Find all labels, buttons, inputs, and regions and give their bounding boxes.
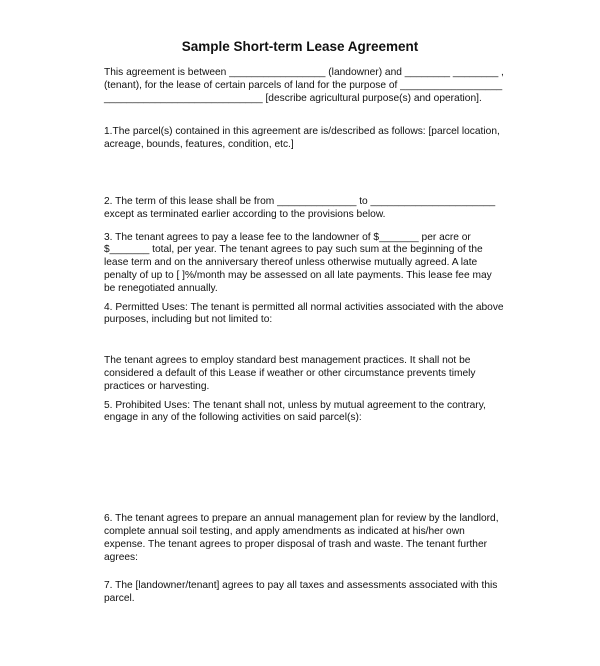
text-line: 2. The term of this lease shall be from ______________ to ______________________ xyxy=(104,195,496,207)
text-line: ____________________________ [describe agricultural purpose(s) and operation]. xyxy=(104,92,482,104)
text-line: parcel. xyxy=(104,593,135,605)
text-line: 4. Permitted Uses: The tenant is permitted all normal activities associated with the above xyxy=(104,301,504,313)
text-line: 1.The parcel(s) contained in this agreement are is/described as follows: [parcel location, xyxy=(104,126,500,138)
text-line: $_______ total, per year. The tenant agrees to pay such sum at the beginning of the xyxy=(104,244,483,256)
clause-5-prohibited-uses xyxy=(104,400,529,426)
text-line: acreage, bounds, features, condition, etc.] xyxy=(104,139,294,151)
text-line: 7. The [landowner/tenant] agrees to pay all taxes and assessments associated with this xyxy=(104,580,498,592)
clause-3-fee xyxy=(104,232,529,296)
text-line: practices or harvesting. xyxy=(104,380,210,392)
text-line: This agreement is between _________________ (landowner) and ________ ________ , xyxy=(104,67,504,78)
text-line: expense. The tenant agrees to proper disposal of trash and waste. The tenant further xyxy=(104,538,488,550)
text-line: 3. The tenant agrees to pay a lease fee to the landowner of $_______ per acre or xyxy=(104,231,471,243)
text-line: lease term and on the anniversary thereof unless otherwise mutually agreed. A late xyxy=(104,257,478,269)
text-line: complete annual soil testing, and apply amendments as indicated at his/her own xyxy=(104,525,465,537)
text-line: 5. Prohibited Uses: The tenant shall not, unless by mutual agreement to the contrary, xyxy=(104,399,486,411)
text-line: penalty of up to [ ]%/month may be assessed on all late payments. This lease fee may xyxy=(104,269,492,281)
clause-4-permitted-uses xyxy=(104,302,529,328)
text-line: be renegotiated annually. xyxy=(104,282,218,294)
text-line: except as terminated earlier according to the provisions below. xyxy=(104,208,386,220)
intro-paragraph xyxy=(104,67,529,105)
clause-6-management-plan xyxy=(104,513,529,564)
clause-1-parcels xyxy=(104,126,529,152)
text-line: considered a default of this Lease if weather or other circumstance prevents timely xyxy=(104,367,476,379)
text-line: purposes, including but not limited to: xyxy=(104,314,273,326)
text-line: engage in any of the following activities on said parcel(s): xyxy=(104,412,362,424)
clause-2-term xyxy=(104,196,529,222)
text-line: (tenant), for the lease of certain parcels of land for the purpose of __________________ xyxy=(104,79,503,91)
document-title: Sample Short-term Lease Agreement xyxy=(181,39,419,54)
text-line: agrees: xyxy=(104,551,138,563)
text-line: The tenant agrees to employ standard best management practices. It shall not be xyxy=(104,355,471,367)
clause-7-taxes xyxy=(104,580,529,606)
practices-paragraph xyxy=(104,355,529,393)
text-line: 6. The tenant agrees to prepare an annual management plan for review by the landlord, xyxy=(104,513,499,525)
